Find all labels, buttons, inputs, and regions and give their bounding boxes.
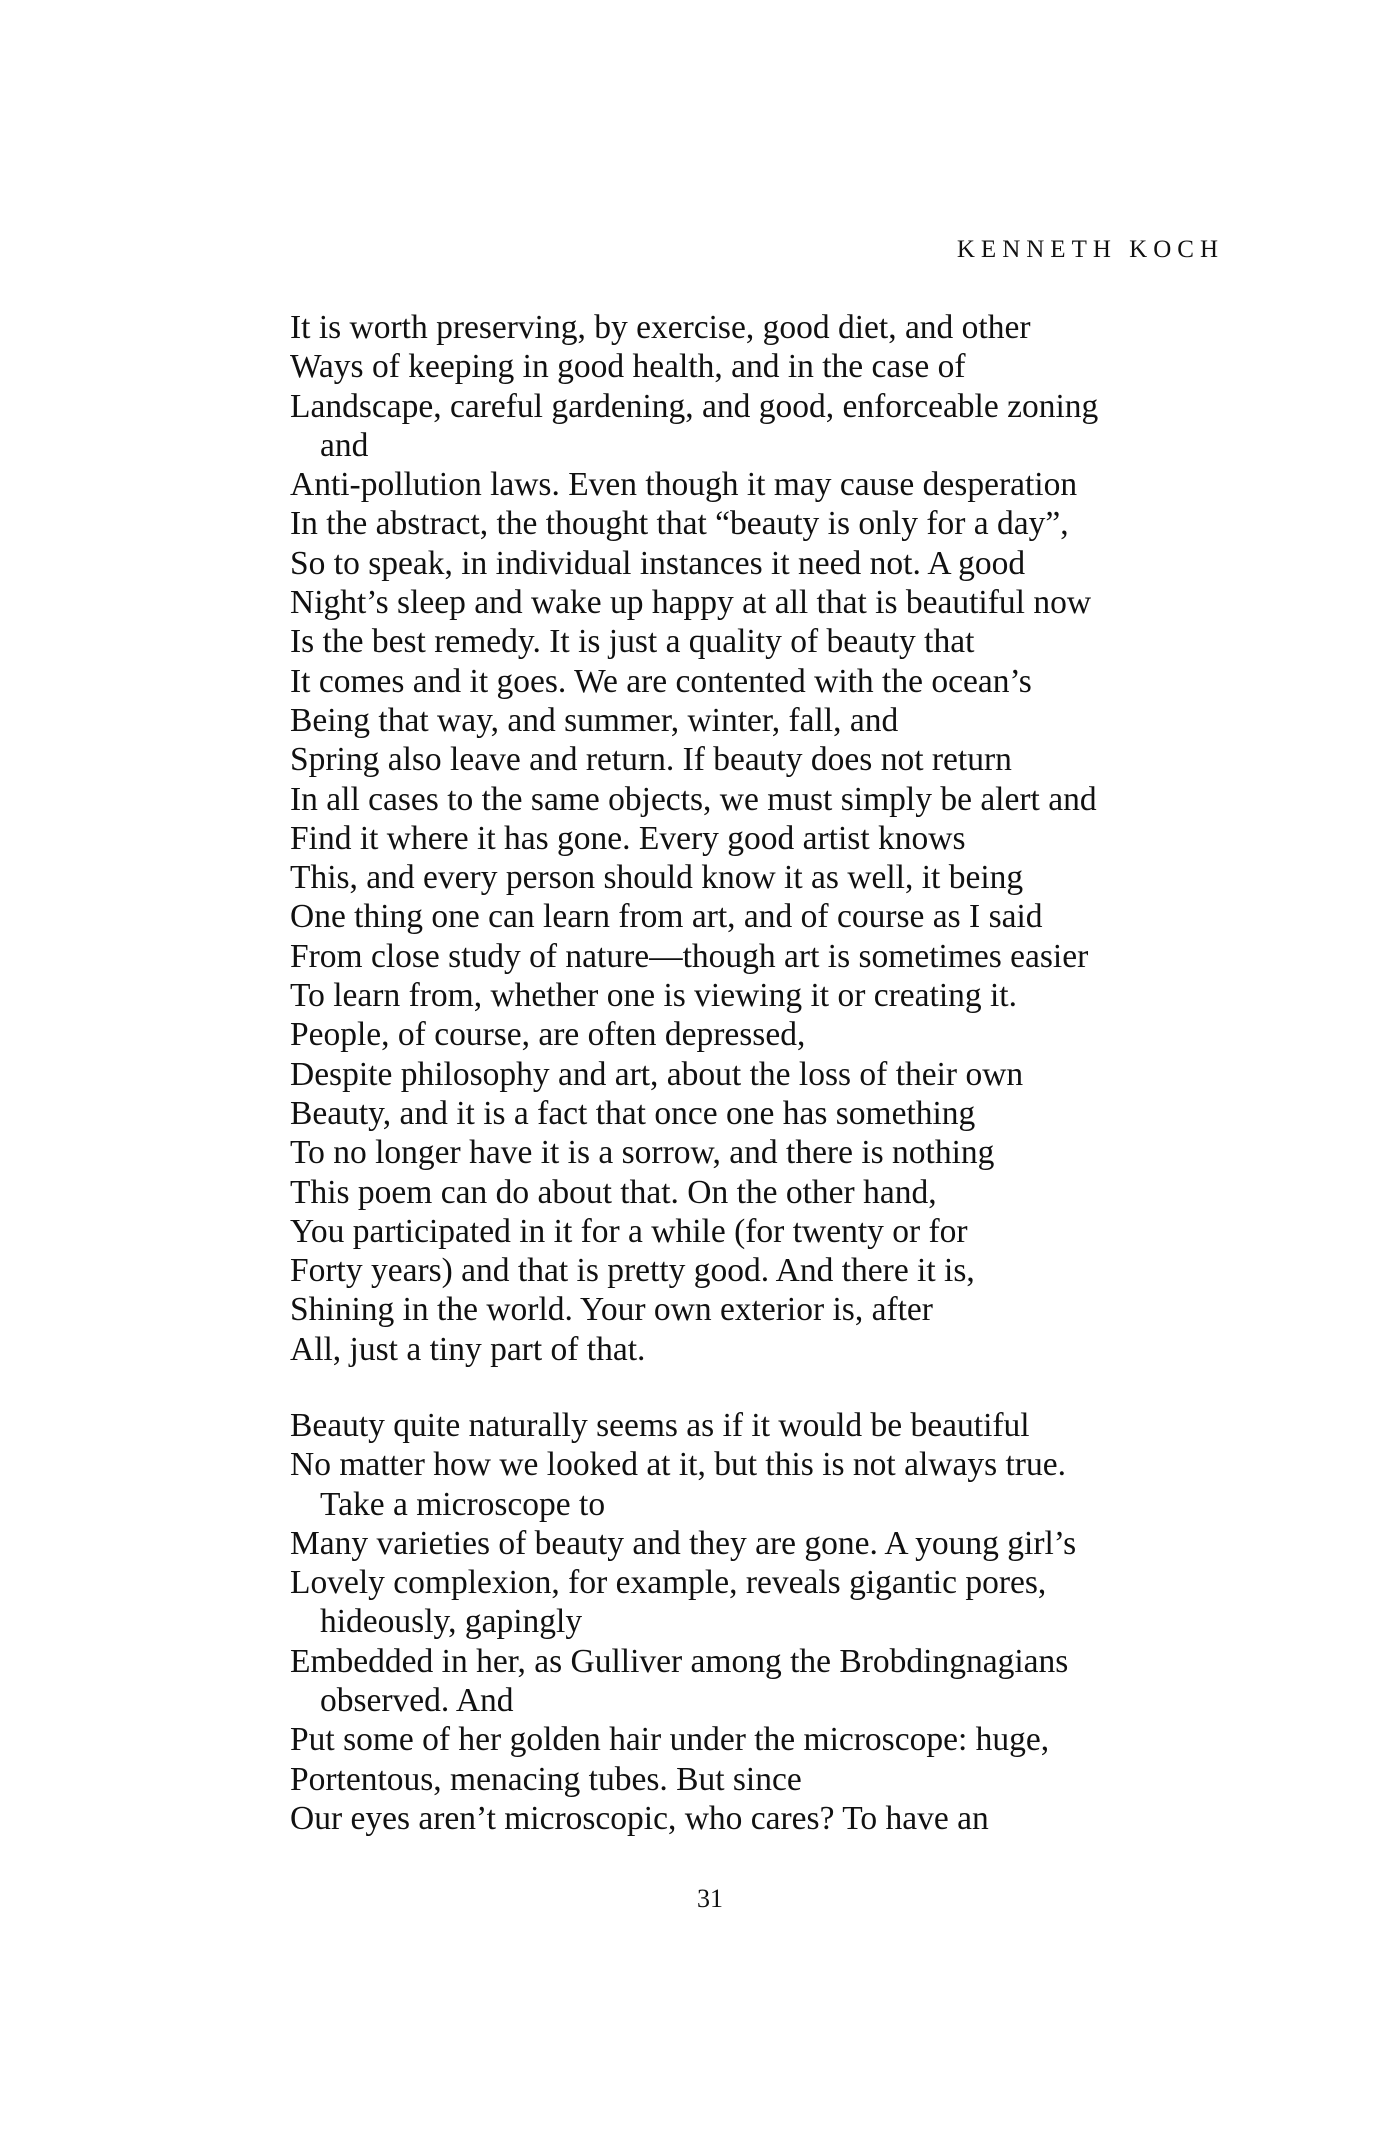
poem-line: Put some of her golden hair under the microscope: huge,	[290, 1721, 1050, 1759]
poem-line: People, of course, are often depressed,	[290, 1016, 806, 1054]
poem-line: To learn from, whether one is viewing it or creating it.	[290, 977, 1017, 1015]
poem-line: Being that way, and summer, winter, fall, and	[290, 701, 899, 739]
poem-line: Many varieties of beauty and they are gone. A young girl’s	[290, 1524, 1077, 1562]
poem-line: hideously, gapingly	[320, 1603, 583, 1641]
poem-line: No matter how we looked at it, but this is not always true.	[290, 1446, 1066, 1484]
poem-stanza-1	[290, 308, 1190, 1369]
poem-line: and	[320, 426, 369, 464]
poem-line: Night’s sleep and wake up happy at all that is beautiful now	[290, 584, 1092, 622]
poem-line: Ways of keeping in good health, and in the case of	[290, 348, 966, 386]
poem-stanza-2	[290, 1406, 1190, 1838]
poem-line: Find it where it has gone. Every good artist knows	[290, 819, 966, 857]
poem-line: Is the best remedy. It is just a quality of beauty that	[290, 623, 975, 661]
page-number: 31	[697, 1884, 723, 1913]
poem-line: It is worth preserving, by exercise, good diet, and other	[290, 309, 1031, 346]
poem-line: In all cases to the same objects, we must simply be alert and	[290, 780, 1097, 818]
poem-line: In the abstract, the thought that “beauty is only for a day”,	[290, 505, 1069, 543]
poem-line: You participated in it for a while (for twenty or for	[290, 1212, 968, 1250]
poem-line: Shining in the world. Your own exterior is, after	[290, 1291, 933, 1329]
poem-line: Lovely complexion, for example, reveals gigantic pores,	[290, 1564, 1047, 1602]
poem-line: To no longer have it is a sorrow, and there is nothing	[290, 1134, 995, 1172]
poem-line: Embedded in her, as Gulliver among the Brobdingnagians	[290, 1642, 1069, 1680]
poem-line: One thing one can learn from art, and of course as I said	[290, 898, 1043, 936]
poem-line: Forty years) and that is pretty good. And there it is,	[290, 1252, 975, 1290]
poem-line: Portentous, menacing tubes. But since	[290, 1760, 802, 1798]
poem-line: Beauty quite naturally seems as if it would be beautiful	[290, 1407, 1030, 1444]
poem-line: Despite philosophy and art, about the loss of their own	[290, 1055, 1024, 1093]
poem-line: All, just a tiny part of that.	[290, 1330, 646, 1368]
poem-line: Take a microscope to	[320, 1485, 606, 1523]
poem-line: Landscape, careful gardening, and good, enforceable zoning	[290, 387, 1099, 425]
poem-line: observed. And	[320, 1682, 514, 1720]
poem-line: From close study of nature—though art is sometimes easier	[290, 937, 1089, 975]
poem-line: This poem can do about that. On the other hand,	[290, 1173, 937, 1211]
poem-line: Spring also leave and return. If beauty does not return	[290, 741, 1012, 779]
running-head: KENNETH KOCH	[956, 236, 1224, 263]
poem-line: This, and every person should know it as well, it being	[290, 859, 1024, 897]
poem-line: It comes and it goes. We are contented with the ocean’s	[290, 662, 1032, 700]
poem-line: Our eyes aren’t microscopic, who cares? To have an	[290, 1799, 989, 1837]
poem-line: Beauty, and it is a fact that once one has something	[290, 1094, 976, 1132]
poem-line: Anti-pollution laws. Even though it may cause desperation	[290, 466, 1078, 504]
poem-line: So to speak, in individual instances it need not. A good	[290, 544, 1026, 582]
